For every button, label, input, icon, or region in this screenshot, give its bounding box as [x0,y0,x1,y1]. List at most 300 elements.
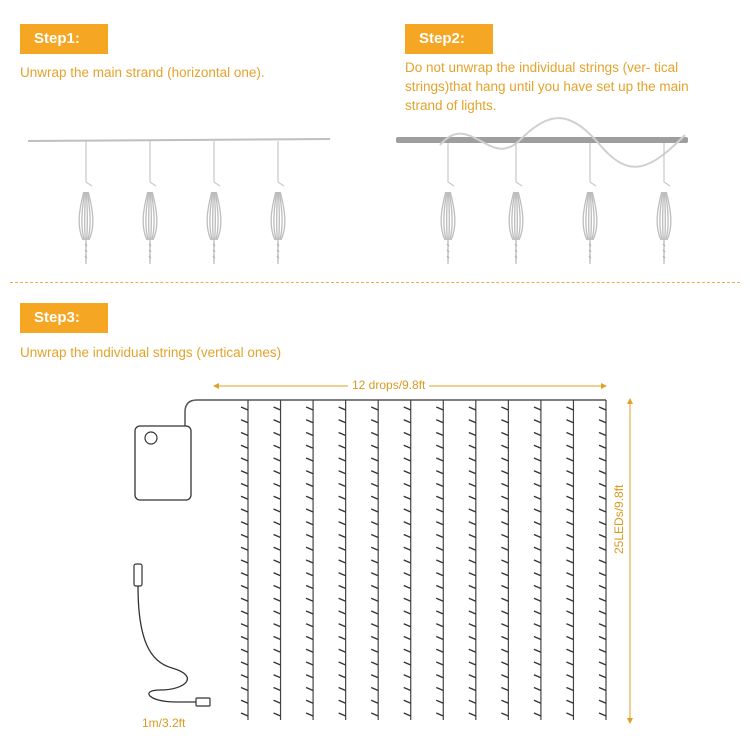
led-bulb [534,700,541,703]
led-bulb [241,598,248,601]
led-bulb [306,522,313,525]
led-bulb [501,662,508,665]
led-bulb [534,445,541,448]
string-bundle [271,141,285,264]
led-bulb [404,675,411,678]
led-bulb [274,573,281,576]
led-bulb [339,675,346,678]
led-bulb [436,624,443,627]
led-bulb [566,433,573,436]
step1-badge: Step1: [20,24,108,54]
led-bulb [566,688,573,691]
led-bulb [274,458,281,461]
string-bundle [143,141,157,264]
led-bulb [274,560,281,563]
curtain-drop [501,400,508,720]
led-bulb [469,713,476,716]
led-bulb [404,598,411,601]
led-bulb [306,700,313,703]
string-bundle [509,143,523,264]
led-bulb [599,535,606,538]
led-bulb [371,547,378,550]
led-bulb [404,407,411,410]
led-bulb [566,445,573,448]
string-bundle [79,141,93,264]
led-bulb [599,713,606,716]
step3-illustration [134,383,633,724]
led-bulb [501,547,508,550]
led-bulb [436,433,443,436]
width-arrow-right [601,383,607,389]
led-bulb [404,688,411,691]
led-bulb [404,700,411,703]
led-bulb [306,713,313,716]
led-bulb [404,522,411,525]
led-bulb [436,649,443,652]
led-bulb [469,662,476,665]
led-bulb [306,484,313,487]
led-bulb [274,598,281,601]
led-bulb [371,445,378,448]
led-bulb [501,522,508,525]
led-bulb [404,573,411,576]
led-bulb [339,649,346,652]
led-bulb [306,688,313,691]
led-bulb [339,496,346,499]
led-bulb [404,484,411,487]
led-bulb [371,471,378,474]
led-bulb [469,675,476,678]
led-bulb [306,471,313,474]
led-bulb [469,624,476,627]
led-bulb [566,675,573,678]
led-bulb [371,496,378,499]
led-bulb [566,509,573,512]
led-bulb [306,509,313,512]
led-bulb [566,637,573,640]
led-bulb [241,700,248,703]
led-bulb [534,560,541,563]
led-bulb [436,420,443,423]
led-bulb [534,662,541,665]
led-bulb [501,509,508,512]
led-bulb [274,662,281,665]
led-bulb [339,586,346,589]
led-bulb [241,547,248,550]
led-bulb [371,649,378,652]
led-bulb [241,637,248,640]
led-bulb [599,598,606,601]
led-bulb [404,458,411,461]
led-bulb [404,509,411,512]
led-bulb [599,458,606,461]
led-bulb [436,573,443,576]
led-bulb [371,509,378,512]
led-bulb [501,496,508,499]
led-bulb [534,535,541,538]
led-bulb [534,547,541,550]
led-bulb [306,586,313,589]
led-bulb [599,407,606,410]
led-bulb [599,624,606,627]
led-bulb [241,522,248,525]
led-bulb [339,573,346,576]
led-bulb [274,484,281,487]
led-bulb [339,598,346,601]
led-bulb [534,611,541,614]
led-bulb [274,675,281,678]
led-bulb [469,445,476,448]
led-bulb [306,675,313,678]
led-bulb [339,624,346,627]
led-bulb [241,509,248,512]
led-bulb [599,433,606,436]
led-bulb [599,637,606,640]
led-bulb [274,433,281,436]
led-bulb [534,688,541,691]
led-bulb [274,445,281,448]
led-bulb [404,433,411,436]
curtain-drop [371,400,378,720]
led-bulb [436,535,443,538]
led-bulb [501,535,508,538]
led-bulb [534,675,541,678]
led-bulb [501,420,508,423]
usb-plug [196,698,210,706]
led-bulb [534,420,541,423]
led-bulb [436,484,443,487]
led-bulb [501,611,508,614]
led-bulb [274,586,281,589]
led-bulb [339,662,346,665]
led-bulb [566,586,573,589]
step2-illustration [396,118,688,264]
led-bulb [534,496,541,499]
led-bulb [306,407,313,410]
led-bulb [241,573,248,576]
led-bulb [599,496,606,499]
led-bulb [469,496,476,499]
led-bulb [566,598,573,601]
led-bulb [371,624,378,627]
led-bulb [371,700,378,703]
step1-illustration [28,139,330,264]
led-bulb [371,573,378,576]
led-bulb [501,624,508,627]
led-bulb [274,688,281,691]
led-bulb [599,484,606,487]
led-bulb [371,420,378,423]
led-bulb [599,688,606,691]
led-bulb [566,624,573,627]
led-bulb [566,458,573,461]
led-bulb [371,662,378,665]
curtain-drop [404,400,411,720]
height-arrow-bottom [627,718,633,724]
string-bundle [583,143,597,264]
led-bulb [241,433,248,436]
led-bulb [566,560,573,563]
led-bulb [339,535,346,538]
led-bulb [274,496,281,499]
led-bulb [436,662,443,665]
led-bulb [371,407,378,410]
led-bulb [469,700,476,703]
step2-description: Do not unwrap the individual strings (ver- tical strings)that hang until you have set up the main strand of lights. [405,60,689,113]
led-bulb [404,586,411,589]
led-bulb [501,713,508,716]
led-bulb [501,433,508,436]
led-bulb [404,471,411,474]
led-bulb [404,637,411,640]
led-bulb [339,420,346,423]
led-bulb [339,611,346,614]
led-bulb [566,420,573,423]
led-bulb [469,522,476,525]
led-bulb [371,637,378,640]
led-bulb [469,547,476,550]
curtain-drop [241,400,248,720]
led-bulb [469,471,476,474]
main-strand [28,139,330,141]
led-bulb [436,713,443,716]
curtain-drop [599,400,606,720]
led-bulb [274,420,281,423]
led-bulb [469,420,476,423]
step2-badge: Step2: [405,24,493,54]
led-bulb [274,471,281,474]
led-bulb [599,509,606,512]
led-bulb [566,496,573,499]
led-bulb [306,649,313,652]
led-bulb [469,535,476,538]
led-bulb [599,420,606,423]
led-bulb [306,611,313,614]
led-bulb [436,560,443,563]
led-bulb [371,675,378,678]
led-bulb [469,509,476,512]
led-bulb [404,420,411,423]
led-bulb [371,688,378,691]
led-bulb [339,509,346,512]
led-bulb [339,637,346,640]
main-strand-bar [396,137,688,143]
led-bulb [371,458,378,461]
led-bulb [436,496,443,499]
led-bulb [436,675,443,678]
led-bulb [501,700,508,703]
led-bulb [306,573,313,576]
led-bulb [339,700,346,703]
led-bulb [339,471,346,474]
led-bulb [241,407,248,410]
led-bulb [469,573,476,576]
led-bulb [436,471,443,474]
curtain-drop [339,400,346,720]
led-bulb [599,445,606,448]
led-bulb [566,700,573,703]
led-bulb [339,407,346,410]
led-bulb [599,700,606,703]
led-bulb [566,713,573,716]
led-bulb [566,611,573,614]
led-bulb [339,522,346,525]
led-bulb [306,598,313,601]
led-bulb [274,700,281,703]
led-bulb [599,586,606,589]
led-bulb [241,586,248,589]
led-bulb [501,586,508,589]
led-bulb [436,586,443,589]
led-bulb [241,484,248,487]
led-bulb [371,713,378,716]
led-bulb [339,713,346,716]
led-bulb [306,496,313,499]
led-bulb [274,611,281,614]
led-bulb [274,407,281,410]
led-bulb [501,560,508,563]
led-bulb [436,637,443,640]
led-bulb [599,675,606,678]
curtain-drop [534,400,541,720]
led-bulb [339,560,346,563]
led-bulb [566,535,573,538]
led-bulb [469,458,476,461]
led-bulb [241,420,248,423]
led-bulb [469,433,476,436]
led-bulb [306,637,313,640]
led-bulb [469,649,476,652]
led-bulb [404,662,411,665]
controller-box [135,426,191,500]
led-bulb [534,458,541,461]
led-bulb [566,649,573,652]
led-bulb [534,637,541,640]
step1-description: Unwrap the main strand (horizontal one). [20,65,265,80]
led-bulb [306,420,313,423]
led-bulb [436,445,443,448]
led-bulb [274,624,281,627]
led-bulb [501,407,508,410]
led-bulb [339,445,346,448]
led-bulb [469,586,476,589]
led-bulb [599,522,606,525]
led-bulb [599,662,606,665]
led-bulb [241,662,248,665]
led-bulb [501,649,508,652]
led-bulb [241,458,248,461]
led-bulb [501,445,508,448]
led-bulb [404,649,411,652]
led-bulb [469,598,476,601]
string-bundle [441,143,455,264]
led-bulb [339,458,346,461]
string-bundle [657,143,671,264]
led-bulb [306,433,313,436]
led-bulb [241,445,248,448]
curtain-drops [241,400,606,720]
led-bulb [241,535,248,538]
led-bulb [599,611,606,614]
led-bulb [599,573,606,576]
led-bulb [599,547,606,550]
led-bulb [306,445,313,448]
led-bulb [534,573,541,576]
led-bulb [241,611,248,614]
led-bulb [404,445,411,448]
led-bulb [501,598,508,601]
drops-dimension-label: 12 drops/9.8ft [348,378,429,392]
led-bulb [534,649,541,652]
led-bulb [566,407,573,410]
led-bulb [371,484,378,487]
led-bulb [339,484,346,487]
led-bulb [339,433,346,436]
led-bulb [306,547,313,550]
led-bulb [306,624,313,627]
led-bulb [534,484,541,487]
led-bulb [371,598,378,601]
led-bulb [534,509,541,512]
led-bulb [404,713,411,716]
led-bulb [534,624,541,627]
led-bulb [371,522,378,525]
step3-description: Unwrap the individual strings (vertical ones) [20,345,282,360]
string-bundle [207,141,221,264]
led-bulb [371,586,378,589]
led-bulb [274,649,281,652]
led-bulb [501,688,508,691]
led-bulb [501,675,508,678]
led-bulb [274,713,281,716]
led-bulb [534,598,541,601]
led-bulb [436,522,443,525]
led-bulb [534,471,541,474]
led-bulb [306,560,313,563]
led-bulb [404,611,411,614]
curtain-drop [306,400,313,720]
led-bulb [534,407,541,410]
step3-badge: Step3: [20,303,108,333]
led-bulb [469,688,476,691]
curtain-drop [436,400,443,720]
led-bulb [534,586,541,589]
height-arrow-top [627,398,633,404]
led-bulb [566,573,573,576]
led-bulb [306,535,313,538]
led-bulb [241,471,248,474]
led-bulb [501,573,508,576]
height-dimension-label: 25LEDs/9.8ft [612,481,626,558]
led-bulb [371,611,378,614]
led-bulb [501,458,508,461]
led-bulb [436,509,443,512]
led-bulb [371,535,378,538]
led-bulb [566,484,573,487]
led-bulb [599,649,606,652]
usb-cable [138,586,196,702]
led-bulb [274,637,281,640]
led-bulb [436,700,443,703]
led-bulb [469,611,476,614]
led-bulb [241,624,248,627]
led-bulb [501,484,508,487]
led-bulb [339,547,346,550]
led-bulb [469,637,476,640]
led-bulb [469,407,476,410]
led-bulb [436,688,443,691]
led-bulb [241,688,248,691]
